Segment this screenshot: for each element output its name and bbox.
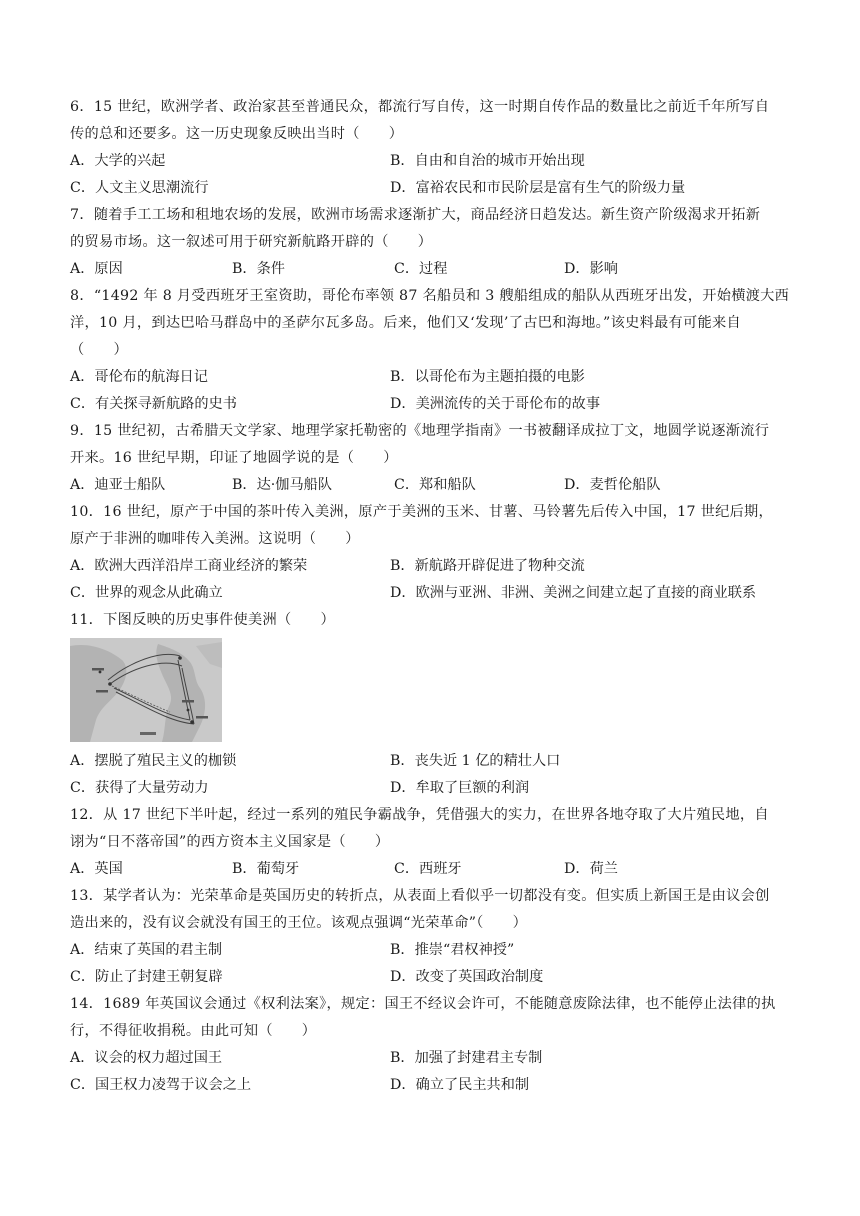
question-14-line-2: 行，不得征收捐税。由此可知（ ） [70, 1023, 317, 1039]
question-7-line-2: 的贸易市场。这一叙述可用于研究新航路开辟的（ ） [70, 234, 433, 250]
question-14-option-d[interactable]: D．确立了民主共和制 [390, 1077, 530, 1093]
question-8-option-d[interactable]: D．美洲流传的关于哥伦布的故事 [390, 396, 601, 412]
map-illustration [70, 638, 222, 742]
question-9-option-b[interactable]: B．达·伽马船队 [232, 477, 333, 493]
question-11-option-b[interactable]: B．丧失近 1 亿的精壮人口 [390, 753, 561, 769]
question-8-option-c[interactable]: C．有关探寻新航路的史书 [70, 396, 237, 412]
question-9-option-d[interactable]: D．麦哲伦船队 [564, 477, 661, 493]
question-6-option-d[interactable]: D．富裕农民和市民阶层是富有生气的阶级力量 [390, 180, 686, 196]
question-6-option-a[interactable]: A．大学的兴起 [70, 153, 166, 169]
question-8-option-a[interactable]: A．哥伦布的航海日记 [70, 369, 208, 385]
question-8-line-1: 8．“1492 年 8 月受西班牙王室资助，哥伦布率领 87 名船员和 3 艘船组成的船队从西班牙出发，开始横渡大西 [70, 288, 790, 304]
question-7-option-d[interactable]: D．影响 [564, 261, 618, 277]
triangular-trade-map [70, 638, 222, 742]
question-11-option-d[interactable]: D．牟取了巨额的利润 [390, 780, 530, 796]
question-6-option-b[interactable]: B．自由和自治的城市开始出现 [390, 153, 585, 169]
question-11-option-c[interactable]: C．获得了大量劳动力 [70, 780, 209, 796]
question-12-option-a[interactable]: A．英国 [70, 861, 123, 877]
question-10-line-1: 10．16 世纪，原产于中国的茶叶传入美洲，原产于美洲的玉米、甘薯、马铃薯先后传入中国，17 世纪后期， [70, 504, 774, 520]
question-14-option-b[interactable]: B．加强了封建君主专制 [390, 1050, 543, 1066]
question-10-option-c[interactable]: C．世界的观念从此确立 [70, 585, 223, 601]
question-9-line-1: 9．15 世纪初，古希腊天文学家、地理学家托勒密的《地理学指南》一书被翻译成拉丁文，地圆学说逐渐流行 [70, 423, 770, 439]
question-13-option-a[interactable]: A．结束了英国的君主制 [70, 942, 223, 958]
question-14-line-1: 14．1689 年英国议会通过《权利法案》，规定：国王不经议会许可，不能随意废除法律，也不能停止法律的执 [70, 996, 776, 1012]
question-7-option-c[interactable]: C．过程 [394, 261, 448, 277]
question-13-option-c[interactable]: C．防止了封建王朝复辟 [70, 969, 223, 985]
question-6-line-2: 传的总和还要多。这一历史现象反映出当时（ ） [70, 126, 404, 142]
question-13-line-1: 13．某学者认为：光荣革命是英国历史的转折点，从表面上看似乎一切都没有变。但实质上新国王是由议会创 [70, 888, 770, 904]
question-14-option-a[interactable]: A．议会的权力超过国王 [70, 1050, 223, 1066]
question-11-line-1: 11．下图反映的历史事件使美洲（ ） [70, 612, 335, 628]
question-12-option-c[interactable]: C．西班牙 [394, 861, 462, 877]
question-10-option-d[interactable]: D．欧洲与亚洲、非洲、美洲之间建立起了直接的商业联系 [390, 585, 757, 601]
question-14-option-c[interactable]: C．国王权力凌驾于议会之上 [70, 1077, 252, 1093]
question-9-option-c[interactable]: C．郑和船队 [394, 477, 476, 493]
question-6-option-c[interactable]: C．人文主义思潮流行 [70, 180, 209, 196]
question-7-option-b[interactable]: B．条件 [232, 261, 285, 277]
question-12-line-1: 12．从 17 世纪下半叶起，经过一系列的殖民争霸战争，凭借强大的实力，在世界各地夺取了大片殖民地，自 [70, 807, 769, 823]
question-8-option-b[interactable]: B．以哥伦布为主题拍摄的电影 [390, 369, 585, 385]
question-11-option-a[interactable]: A．摆脱了殖民主义的枷锁 [70, 753, 237, 769]
question-7-option-a[interactable]: A．原因 [70, 261, 123, 277]
question-13-line-2: 造出来的，没有议会就没有国王的王位。该观点强调“光荣革命”（ ） [70, 915, 528, 931]
question-12-option-b[interactable]: B．葡萄牙 [232, 861, 300, 877]
question-7-line-1: 7．随着手工工场和租地农场的发展，欧洲市场需求逐渐扩大，商品经济日趋发达。新生资产阶级渴求开拓新 [70, 207, 761, 223]
question-8-line-2: 洋，10 月，到达巴哈马群岛中的圣萨尔瓦多岛。后来，他们又‘发现’了古巴和海地。”该史料最有可能来自 [70, 315, 741, 331]
question-10-line-2: 原产于非洲的咖啡传入美洲。这说明（ ） [70, 531, 360, 547]
question-10-option-a[interactable]: A．欧洲大西洋沿岸工商业经济的繁荣 [70, 558, 308, 574]
question-10-option-b[interactable]: B．新航路开辟促进了物种交流 [390, 558, 585, 574]
question-9-option-a[interactable]: A．迪亚士船队 [70, 477, 166, 493]
question-13-option-d[interactable]: D．改变了英国政治制度 [390, 969, 544, 985]
question-12-line-2: 诩为“日不落帝国”的西方资本主义国家是（ ） [70, 834, 390, 850]
question-8-line-3: （ ） [70, 342, 128, 358]
question-12-option-d[interactable]: D．荷兰 [564, 861, 618, 877]
question-6-line-1: 6．15 世纪，欧洲学者、政治家甚至普通民众，都流行写自传，这一时期自传作品的数量比之前近千年所写自 [70, 99, 770, 115]
question-13-option-b[interactable]: B．推崇“君权神授” [390, 942, 515, 958]
question-9-line-2: 开来。16 世纪早期，印证了地圆学说的是（ ） [70, 450, 398, 466]
